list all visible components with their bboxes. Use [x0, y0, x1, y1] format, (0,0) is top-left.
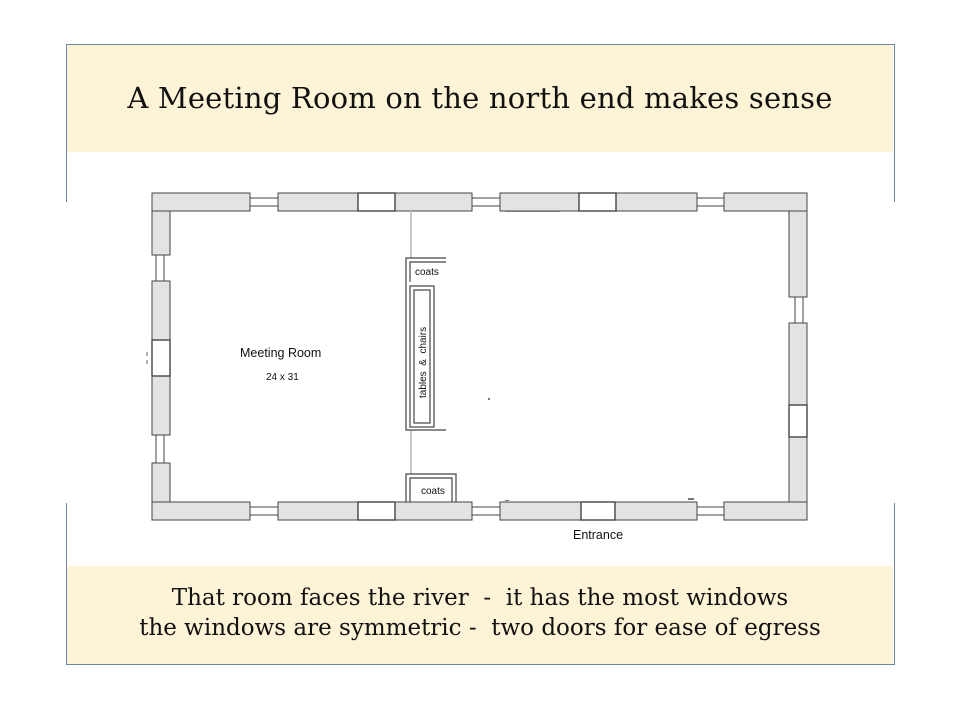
wall-left-segment	[152, 281, 170, 340]
room-dimensions: 24 x 31	[266, 372, 299, 383]
coats-label-bottom: coats	[421, 486, 445, 497]
wall-left-segment	[152, 376, 170, 435]
window-top	[250, 198, 278, 206]
wall-bottom-segment	[278, 502, 358, 520]
door-bottom	[358, 502, 395, 520]
wall-top-segment	[724, 193, 807, 211]
entrance-label: Entrance	[573, 528, 624, 542]
door-right	[789, 405, 807, 437]
window-left	[156, 255, 164, 281]
coats-label-top: coats	[415, 267, 439, 278]
wall-bottom-segment	[152, 502, 250, 520]
wall-bottom-segment	[395, 502, 472, 520]
wall-right-segment	[789, 211, 807, 297]
wall-left-segment	[152, 463, 170, 502]
wall-right-segment	[789, 323, 807, 405]
door-left	[152, 340, 170, 376]
room-label: Meeting Room	[240, 346, 322, 360]
wall-bottom-segment	[724, 502, 807, 520]
wall-mark	[688, 498, 694, 500]
door-bottom	[581, 502, 615, 520]
wall-mark	[505, 211, 560, 212]
door-top	[579, 193, 616, 211]
wall-top-segment	[616, 193, 697, 211]
caption-line-2: the windows are symmetric - two doors for ease of egress	[139, 615, 821, 641]
window-top	[697, 198, 724, 206]
slide-title: A Meeting Room on the north end makes sense	[127, 81, 833, 115]
window-bottom	[250, 507, 278, 515]
wall-mark	[505, 500, 509, 501]
window-bottom	[472, 507, 500, 515]
wall-bottom-segment	[500, 502, 581, 520]
center-dot	[488, 398, 490, 400]
wall-left-segment	[152, 211, 170, 255]
wall-top-segment	[152, 193, 250, 211]
window-top	[472, 198, 500, 206]
wall-bottom-segment	[615, 502, 697, 520]
tables-chairs-label: tables & chairs	[418, 326, 429, 398]
window-left	[156, 435, 164, 463]
wall-top-segment	[395, 193, 472, 211]
door-top	[358, 193, 395, 211]
wall-top-segment	[278, 193, 358, 211]
window-right	[795, 297, 803, 323]
wall-top-segment	[500, 193, 579, 211]
window-bottom	[697, 507, 724, 515]
wall-right-segment	[789, 437, 807, 502]
caption-line-1: That room faces the river - it has the most windows	[171, 585, 789, 611]
